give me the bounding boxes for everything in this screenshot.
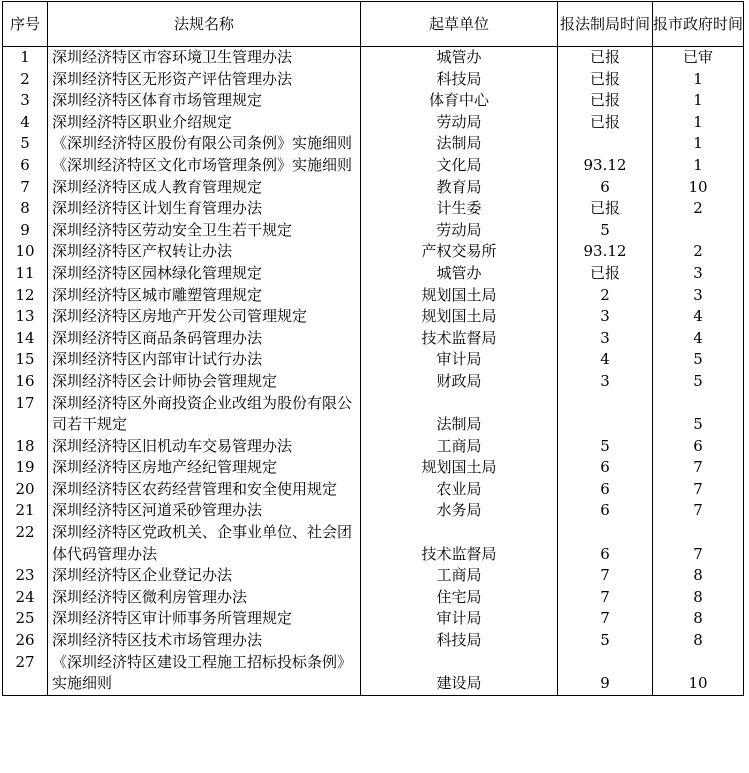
table-row [3, 69, 744, 91]
row-number: 11 [3, 263, 48, 285]
legal-bureau-time: 2 [558, 285, 653, 307]
row-number: 14 [3, 328, 48, 350]
legal-bureau-time: 3 [558, 328, 653, 350]
regulation-name: 深圳经济特区成人教育管理规定 [48, 177, 361, 199]
legal-bureau-time: 已报 [558, 263, 653, 285]
table-row [3, 436, 744, 458]
legal-bureau-time: 6 [558, 500, 653, 522]
table-row [3, 285, 744, 307]
row-number: 4 [3, 112, 48, 134]
regulation-name: 深圳经济特区农药经营管理和安全使用规定 [48, 479, 361, 501]
regulation-name: 深圳经济特区房地产经纪管理规定 [48, 457, 361, 479]
regulation-table-container [2, 1, 744, 696]
row-number: 12 [3, 285, 48, 307]
table-row [3, 90, 744, 112]
city-government-time: 10 [653, 177, 744, 199]
row-number: 27 [3, 652, 48, 696]
row-number: 20 [3, 479, 48, 501]
drafting-unit: 工商局 [361, 436, 558, 458]
drafting-unit: 水务局 [361, 500, 558, 522]
table-row [3, 241, 744, 263]
legal-bureau-time: 6 [558, 177, 653, 199]
table-row [3, 177, 744, 199]
legal-bureau-time: 7 [558, 608, 653, 630]
drafting-unit: 计生委 [361, 198, 558, 220]
city-government-time: 5 [653, 371, 744, 393]
regulation-name: 深圳经济特区市容环境卫生管理办法 [48, 47, 361, 69]
drafting-unit: 劳动局 [361, 220, 558, 242]
legal-bureau-time: 已报 [558, 69, 653, 91]
table-row [3, 47, 744, 69]
legal-bureau-time: 5 [558, 220, 653, 242]
regulation-name: 深圳经济特区内部审计试行办法 [48, 349, 361, 371]
row-number: 10 [3, 241, 48, 263]
regulation-name: 深圳经济特区审计师事务所管理规定 [48, 608, 361, 630]
city-government-time: 2 [653, 198, 744, 220]
drafting-unit: 产权交易所 [361, 241, 558, 263]
row-number: 3 [3, 90, 48, 112]
table-row [3, 457, 744, 479]
city-government-time: 已审 [653, 47, 744, 69]
city-government-time: 8 [653, 587, 744, 609]
legal-bureau-time: 3 [558, 371, 653, 393]
drafting-unit: 工商局 [361, 565, 558, 587]
regulation-name: 深圳经济特区体育市场管理规定 [48, 90, 361, 112]
drafting-unit: 审计局 [361, 349, 558, 371]
legal-bureau-time: 已报 [558, 90, 653, 112]
city-government-time: 8 [653, 630, 744, 652]
city-government-time: 3 [653, 285, 744, 307]
drafting-unit: 城管办 [361, 263, 558, 285]
header-name: 法规名称 [48, 2, 361, 47]
legal-bureau-time: 93.12 [558, 155, 653, 177]
table-row [3, 198, 744, 220]
city-government-time: 1 [653, 112, 744, 134]
city-government-time: 6 [653, 436, 744, 458]
row-number: 18 [3, 436, 48, 458]
row-number: 21 [3, 500, 48, 522]
table-row [3, 500, 744, 522]
row-number: 16 [3, 371, 48, 393]
row-number: 23 [3, 565, 48, 587]
table-row [3, 371, 744, 393]
regulation-name: 深圳经济特区外商投资企业改组为股份有限公司若干规定 [48, 393, 361, 436]
legal-bureau-time: 5 [558, 436, 653, 458]
drafting-unit: 劳动局 [361, 112, 558, 134]
drafting-unit: 法制局 [361, 393, 558, 436]
legal-bureau-time: 3 [558, 306, 653, 328]
header-submit-legal-bureau: 报法制局时间 [558, 2, 653, 47]
drafting-unit: 规划国土局 [361, 285, 558, 307]
regulation-name: 深圳经济特区计划生育管理办法 [48, 198, 361, 220]
table-row [3, 133, 744, 155]
row-number: 17 [3, 393, 48, 436]
drafting-unit: 体育中心 [361, 90, 558, 112]
table-row [3, 328, 744, 350]
city-government-time: 8 [653, 608, 744, 630]
legal-bureau-time: 4 [558, 349, 653, 371]
regulation-name: 深圳经济特区技术市场管理办法 [48, 630, 361, 652]
drafting-unit: 科技局 [361, 69, 558, 91]
header-unit: 起草单位 [361, 2, 558, 47]
regulation-name: 深圳经济特区无形资产评估管理办法 [48, 69, 361, 91]
table-row [3, 220, 744, 242]
row-number: 26 [3, 630, 48, 652]
regulation-name: 《深圳经济特区文化市场管理条例》实施细则 [48, 155, 361, 177]
city-government-time: 5 [653, 349, 744, 371]
regulation-name: 深圳经济特区微利房管理办法 [48, 587, 361, 609]
legal-bureau-time: 7 [558, 565, 653, 587]
row-number: 19 [3, 457, 48, 479]
drafting-unit: 教育局 [361, 177, 558, 199]
table-row [3, 306, 744, 328]
drafting-unit: 技术监督局 [361, 522, 558, 565]
regulation-name: 深圳经济特区商品条码管理办法 [48, 328, 361, 350]
drafting-unit: 文化局 [361, 155, 558, 177]
regulation-name: 深圳经济特区房地产开发公司管理规定 [48, 306, 361, 328]
table-row [3, 393, 744, 436]
city-government-time: 8 [653, 565, 744, 587]
legal-bureau-time: 已报 [558, 198, 653, 220]
legal-bureau-time [558, 393, 653, 436]
table-row [3, 608, 744, 630]
drafting-unit: 农业局 [361, 479, 558, 501]
legal-bureau-time: 6 [558, 522, 653, 565]
table-header-row [3, 2, 744, 47]
regulation-name: 深圳经济特区河道采砂管理办法 [48, 500, 361, 522]
drafting-unit: 科技局 [361, 630, 558, 652]
drafting-unit: 住宅局 [361, 587, 558, 609]
legal-bureau-time: 已报 [558, 112, 653, 134]
header-submit-city-government: 报市政府时间 [653, 2, 744, 47]
city-government-time: 7 [653, 479, 744, 501]
legal-bureau-time: 93.12 [558, 241, 653, 263]
city-government-time: 4 [653, 306, 744, 328]
city-government-time: 1 [653, 133, 744, 155]
legal-bureau-time [558, 133, 653, 155]
city-government-time: 10 [653, 652, 744, 696]
table-row [3, 479, 744, 501]
drafting-unit: 规划国土局 [361, 457, 558, 479]
city-government-time: 1 [653, 90, 744, 112]
drafting-unit: 城管办 [361, 47, 558, 69]
city-government-time: 3 [653, 263, 744, 285]
regulation-name: 深圳经济特区会计师协会管理规定 [48, 371, 361, 393]
table-row [3, 155, 744, 177]
row-number: 25 [3, 608, 48, 630]
city-government-time: 4 [653, 328, 744, 350]
legal-bureau-time: 已报 [558, 47, 653, 69]
table-row [3, 587, 744, 609]
drafting-unit: 审计局 [361, 608, 558, 630]
city-government-time: 5 [653, 393, 744, 436]
drafting-unit: 技术监督局 [361, 328, 558, 350]
row-number: 24 [3, 587, 48, 609]
table-row [3, 565, 744, 587]
regulation-name: 深圳经济特区劳动安全卫生若干规定 [48, 220, 361, 242]
regulation-name: 《深圳经济特区股份有限公司条例》实施细则 [48, 133, 361, 155]
table-body [3, 47, 744, 696]
table-row [3, 263, 744, 285]
city-government-time: 7 [653, 500, 744, 522]
regulation-name: 深圳经济特区职业介绍规定 [48, 112, 361, 134]
table-row [3, 522, 744, 565]
drafting-unit: 规划国土局 [361, 306, 558, 328]
drafting-unit: 法制局 [361, 133, 558, 155]
legal-bureau-time: 7 [558, 587, 653, 609]
table-row [3, 112, 744, 134]
row-number: 7 [3, 177, 48, 199]
row-number: 9 [3, 220, 48, 242]
city-government-time: 1 [653, 155, 744, 177]
regulation-name: 深圳经济特区园林绿化管理规定 [48, 263, 361, 285]
row-number: 1 [3, 47, 48, 69]
legal-bureau-time: 6 [558, 457, 653, 479]
regulation-name: 《深圳经济特区建设工程施工招标投标条例》实施细则 [48, 652, 361, 696]
header-no: 序号 [3, 2, 48, 47]
table-row [3, 630, 744, 652]
regulation-table [2, 1, 744, 696]
row-number: 22 [3, 522, 48, 565]
city-government-time [653, 220, 744, 242]
city-government-time: 2 [653, 241, 744, 263]
regulation-name: 深圳经济特区企业登记办法 [48, 565, 361, 587]
legal-bureau-time: 6 [558, 479, 653, 501]
row-number: 8 [3, 198, 48, 220]
row-number: 15 [3, 349, 48, 371]
legal-bureau-time: 9 [558, 652, 653, 696]
regulation-name: 深圳经济特区产权转让办法 [48, 241, 361, 263]
table-row [3, 349, 744, 371]
row-number: 13 [3, 306, 48, 328]
regulation-name: 深圳经济特区党政机关、企事业单位、社会团体代码管理办法 [48, 522, 361, 565]
city-government-time: 7 [653, 457, 744, 479]
regulation-name: 深圳经济特区旧机动车交易管理办法 [48, 436, 361, 458]
city-government-time: 1 [653, 69, 744, 91]
regulation-name: 深圳经济特区城市雕塑管理规定 [48, 285, 361, 307]
row-number: 6 [3, 155, 48, 177]
row-number: 2 [3, 69, 48, 91]
drafting-unit: 财政局 [361, 371, 558, 393]
drafting-unit: 建设局 [361, 652, 558, 696]
city-government-time: 7 [653, 522, 744, 565]
legal-bureau-time: 5 [558, 630, 653, 652]
table-row [3, 652, 744, 696]
row-number: 5 [3, 133, 48, 155]
